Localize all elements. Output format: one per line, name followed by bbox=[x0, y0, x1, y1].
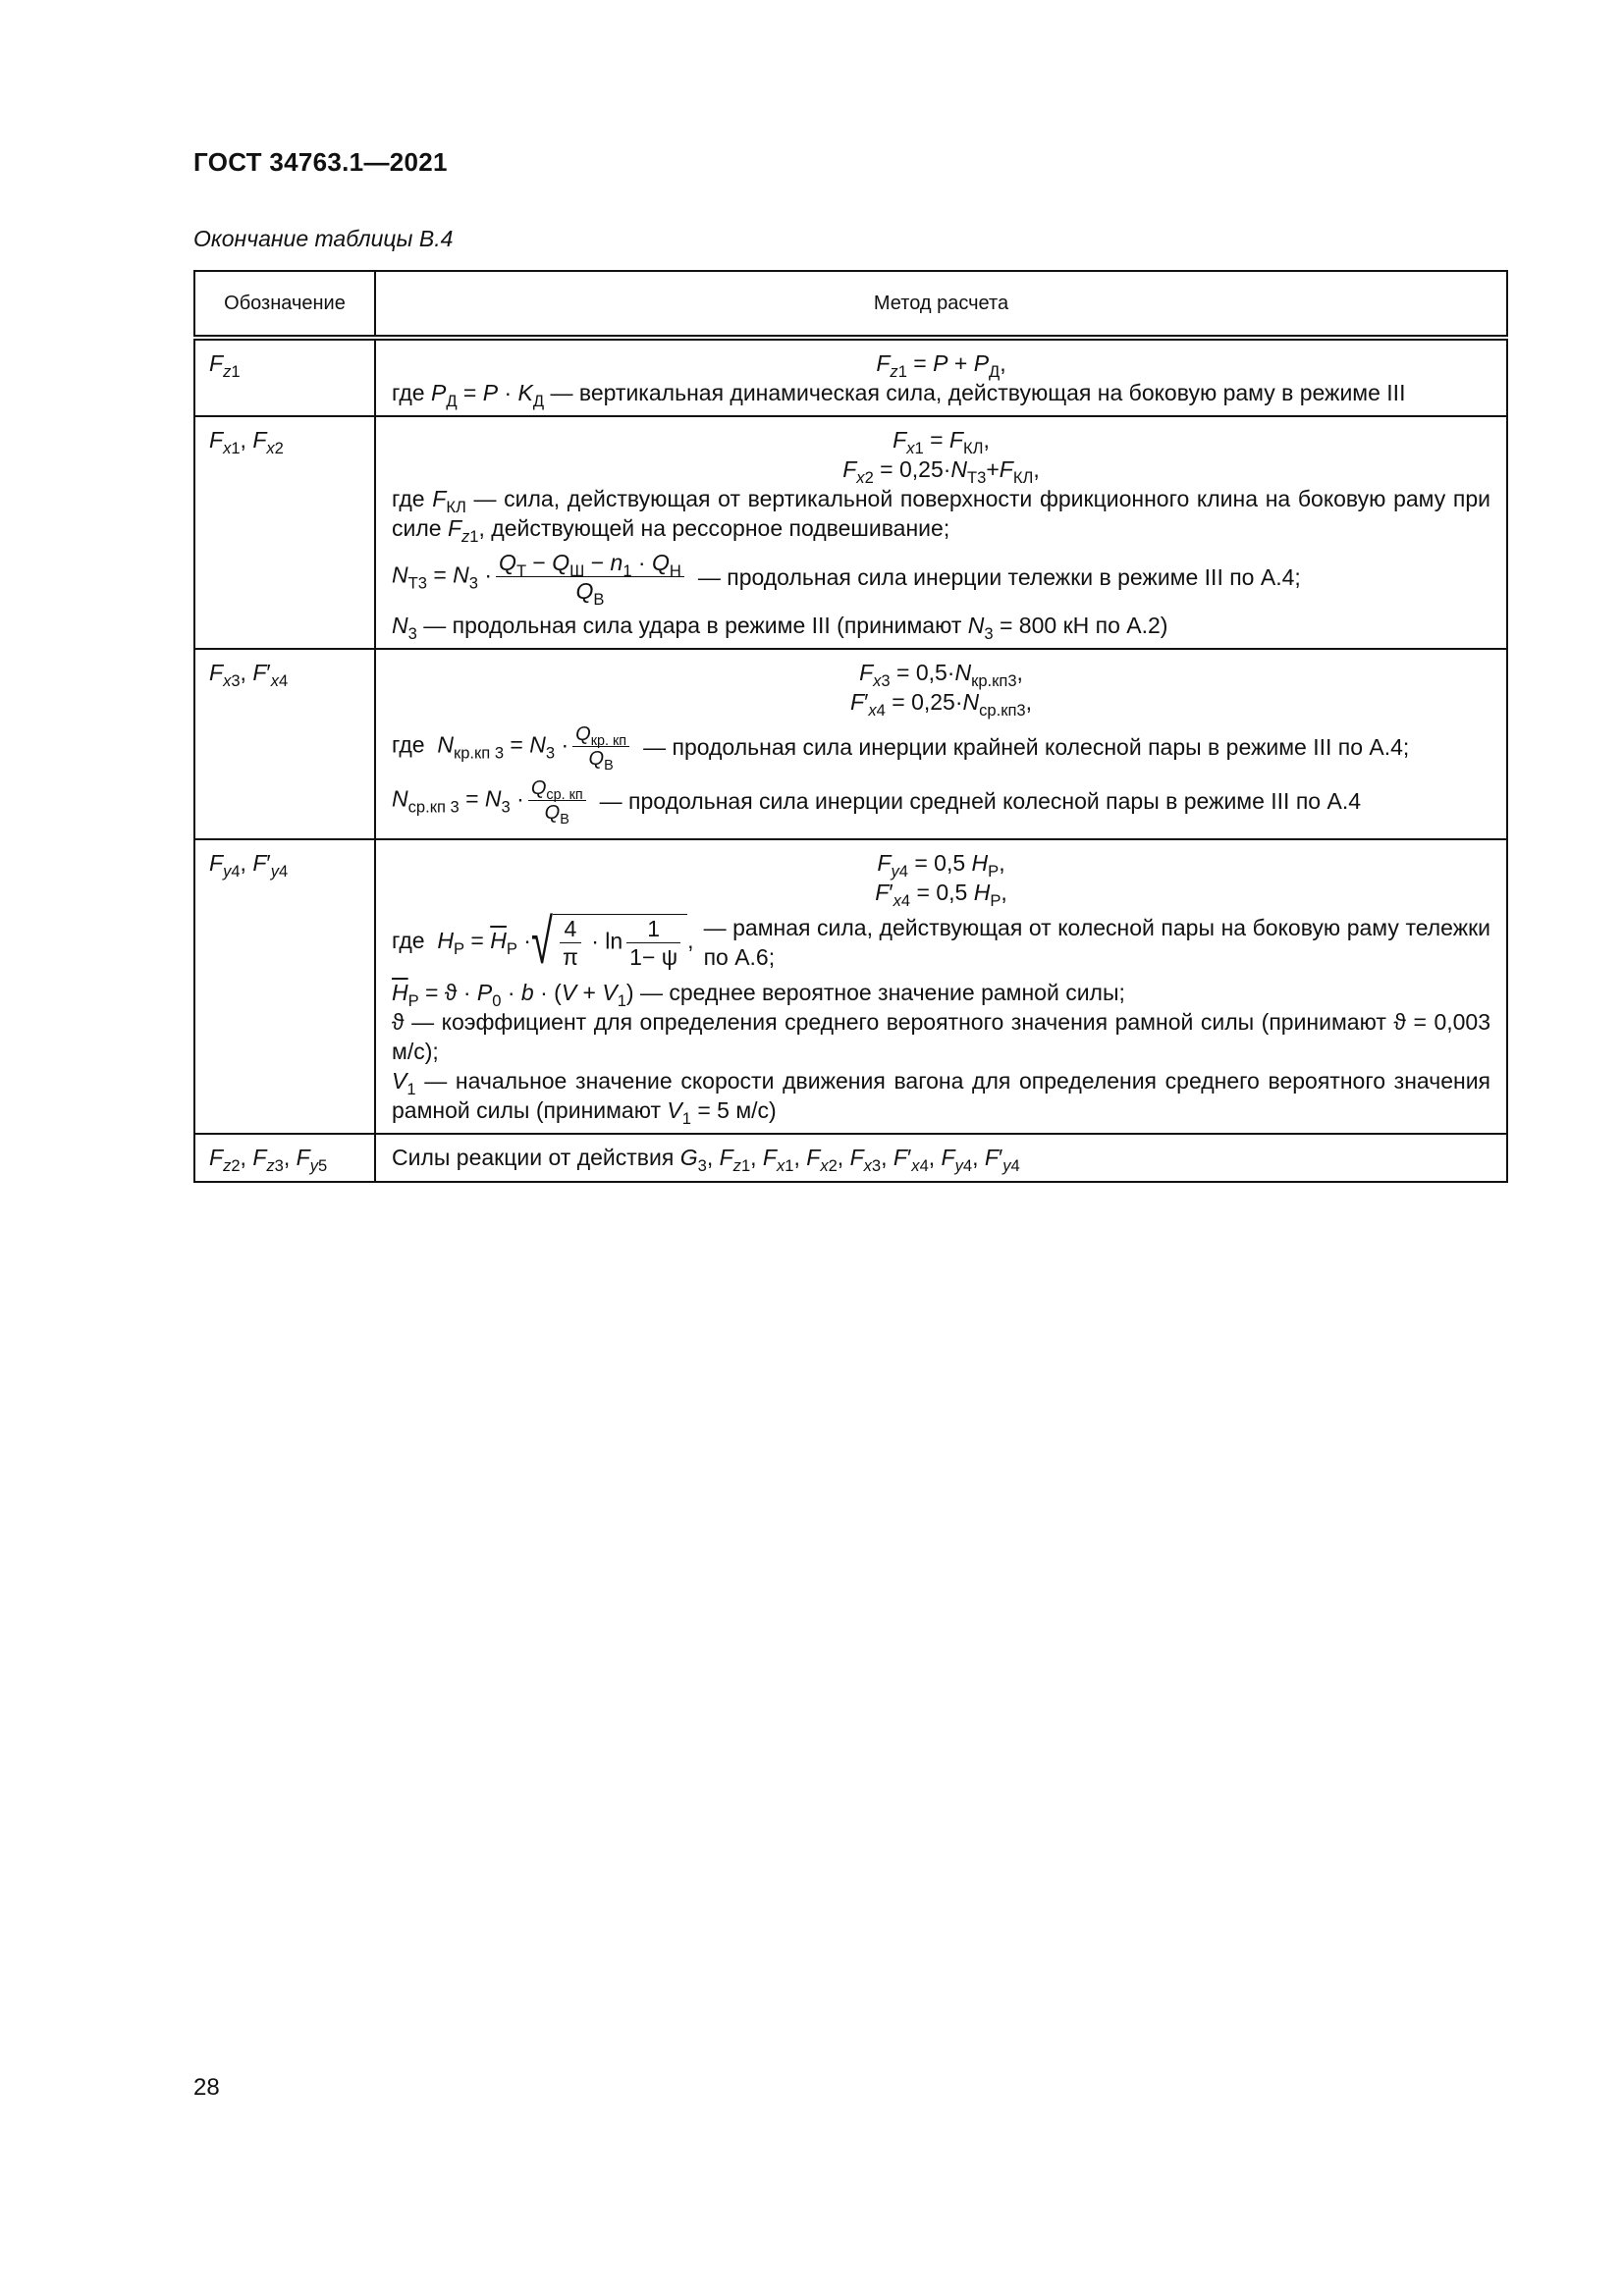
formula-description: где $F_{КЛ}$ — сила, действующая от вертикальной поверхности фрикционного клина на боковую раму при силе $F_{z1}$, действующей на рессорное подвешивание; bbox=[392, 486, 1490, 546]
table-row bbox=[194, 1134, 1507, 1182]
table-row bbox=[194, 649, 1507, 839]
method-cell bbox=[375, 839, 1507, 1134]
formula-line: $N_{Т3} = N_3$ · $\frac{Q_Т - Q_Ш - n_1 \cdot Q_Н}{Q_В}$ — продольная сила инерции тележки в режиме III по А.4; bbox=[392, 550, 1301, 609]
document-id: ГОСТ 34763.1—2021 bbox=[193, 147, 448, 177]
formula-line: $N_{ср.кп 3} = N_3$ · $\frac{Q_{ср. кп}}{Q_В}$ — продольная сила инерции средней колесной пары в режиме III по А.4 bbox=[392, 777, 1362, 828]
formula: $F_{z1} = P + P_Д$, bbox=[876, 350, 1006, 381]
formula: $F_{x3} = 0,5\cdot N_{кр.кп3}$, bbox=[859, 660, 1023, 690]
calculation-table bbox=[193, 270, 1508, 1183]
formula: $F'_{x4} = 0,25\cdot N_{ср.кп3}$, bbox=[850, 689, 1032, 720]
table-row bbox=[194, 416, 1507, 649]
method-cell bbox=[375, 416, 1507, 649]
formula-description: где $P_Д = P \cdot K_Д$ — вертикальная динамическая сила, действующая на боковую раму в режиме III bbox=[392, 380, 1406, 410]
formula: $F_{x2} = 0,25\cdot N_{Т3}+F_{КЛ}$, bbox=[842, 456, 1040, 487]
method-cell: Силы реакции от действия $G_3$, $F_{z1}$, $F_{x1}$, $F_{x2}$, $F_{x3}$, $F'_{x4}$, $F_{y4}$, $F'_{y4}$ bbox=[375, 1134, 1507, 1182]
designation-cell: $F_{x1}$, $F_{x2}$ bbox=[194, 416, 375, 649]
table-caption: Окончание таблицы В.4 bbox=[193, 226, 454, 251]
page-number: 28 bbox=[193, 2074, 220, 2101]
designation-cell: $F_{y4}$, $F'_{y4}$ bbox=[194, 839, 375, 1134]
column-header-method: Метод расчета bbox=[375, 271, 1507, 338]
formula: $F_{x1} = F_{КЛ}$, bbox=[893, 427, 990, 457]
table-row bbox=[194, 338, 1507, 416]
formula-line: где $N_{кр.кп 3} = N_3$ · $\frac{Q_{кр. кп}}{Q_В}$ — продольная сила инерции крайней колесной пары в режиме III по А.4; bbox=[392, 723, 1410, 774]
designation-cell: $F_{x3}$, $F'_{x4}$ bbox=[194, 649, 375, 839]
designation-cell: $F_{z2}$, $F_{z3}$, $F_{y5}$ bbox=[194, 1134, 375, 1182]
formula-line: где $H_Р = \overline{H}_Р$ ·√ $\frac{4}{\pi}$ · ln $\frac{1}{1- \psi}$ , — рамная сила, действующая от колесной пары на боковую раму тележки по А.6; bbox=[392, 907, 1490, 978]
designation-cell: $F_{z1}$ bbox=[194, 338, 375, 416]
table-row bbox=[194, 839, 1507, 1134]
formula: $F'_{x4} = 0,5$ $H_Р$, bbox=[875, 880, 1007, 910]
column-header-designation: Обозначение bbox=[194, 271, 375, 338]
formula-description: ϑ — коэффициент для определения среднего вероятного значения рамной силы (принимают ϑ = 0,003 м/с); bbox=[392, 1009, 1490, 1064]
method-cell bbox=[375, 338, 1507, 416]
formula-description: $V_1$ — начальное значение скорости движения вагона для определения среднего вероятного значения рамной силы (принимают $V_1 = 5$ м/с) bbox=[392, 1068, 1490, 1128]
formula-description: $N_3$ — продольная сила удара в режиме III (принимают $N_3 = 800$ кН по А.2) bbox=[392, 613, 1168, 643]
formula: $F_{y4} = 0,5$ $H_Р$, bbox=[877, 850, 1005, 881]
formula-line: $\overline{H}_Р = ϑ \cdot P_0 \cdot b \cdot (V + V_1)$ — среднее вероятное значение рамной силы; bbox=[392, 980, 1125, 1010]
method-cell bbox=[375, 649, 1507, 839]
